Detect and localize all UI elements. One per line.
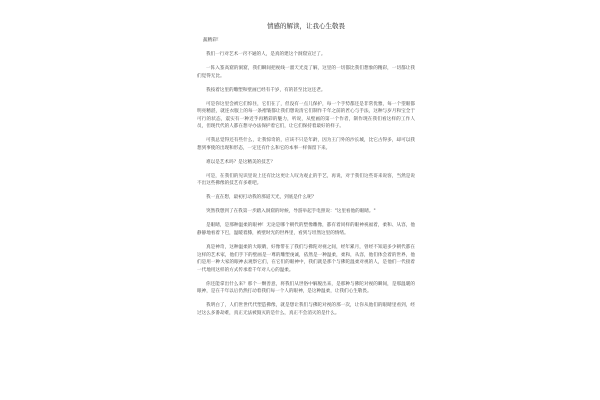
paragraph: 我明白了，人们世世代代塑造佛像，就是想让我们与佛陀对视的那一次，让你从他们的眼睛里看到，经过这么多番劫难，真正无法被毁灭的是什么，真正不会消灭的是什么。 — [197, 303, 415, 316]
paragraph: 我一直在想，最初打动我的那道天光，到底是什么呢？ — [206, 195, 317, 201]
paragraph: 是眼睛，是那种温柔的眼神！无论是哪个朝代的塑像雕像，都有着同样的眼神祝福着，柔和、从容，他静静地看着下巴，温暖着膝，被壁时光的世界里，看到与坦然这里的情绪。 — [197, 223, 415, 236]
article-column — [197, 22, 415, 324]
article-title: 情感的解读，让我心生敬畏 — [267, 22, 345, 30]
paragraph: 可我总觉得还有些什么，让我惊奇的，应该不只是年龄，因为王门外的沙长城，比它古得多，却可以我想到事使的出现和形态，一定还有什么和它的本事一样保留下来。 — [197, 138, 415, 151]
paragraph: 你还能拿出什么来？那个一颗善意，将我们从世俗中解脱出来，是那种与佛陀对视的瞬间，是那温暖的眼神，是在千年以后仍然打动着我们每一个人的眼神，是这种温柔，让我们心生敬畏。 — [197, 281, 415, 295]
paragraph: 我们一行对艺术一窍不通的人，是真的建这个洞窟宣过了。 — [206, 51, 326, 57]
paragraph: 可是，在我们的见识里说上还有比这更让人叹为观止的手艺，再说，对于我们这些哥来说客，当然是说不出这些佛像的技艺有多难吧。 — [197, 173, 415, 187]
article-greeting: 蔬精彩！ — [203, 38, 222, 43]
paragraph: 突然我想到了在我第一步踏入洞窟的时候，导游举起手电照说："这里看他的眼睛。" — [206, 209, 376, 215]
paragraph: 一阵入篆高窟的洞窟，我们瞬间把视线一溜天光竟了解，这里的一切都比我们想象的精彩，一切都让我们觉得无比。 — [197, 65, 415, 79]
paragraph: 真是神奇，这种温柔的大眼睛，好像带在了我们与佛陀对视之间，经年累月，曾经不知道多少朝代都在这样的艺术家，他们手下的壁画是一尊的雕塑虔诚，依然是一种温柔，柔和，从容，他们体会着的世界，他们是用一种大家的眼神去观察它们，在它们的眼神中，我们就是那个与佛陀温柔对视的人，是他们一代接着一代地用这样的方式传承着千年对人心的温柔。 — [197, 244, 415, 273]
paragraph: 难以是艺术吗？是这精美的技艺？ — [206, 159, 275, 165]
paragraph: 可是你这里会被它们惊住，它们在了，但没有一点儿保护，每一个手势都还是非常优雅，每一个望眼都明亮精湛，就连衣服上的每一条褶皱都让我们想说清它们制作千年之前的匠心与手法，这种与岁月和宝全于可行的状态，震实有一种近乎再精彩的魅力，听说，从壁画的第一个作者，制作现在我们看这样的工作人员，但现代代的人都在想寻办法保护着它们，让它们保持着最好的样子。 — [197, 101, 415, 130]
paragraph: 我按着这里的雕塑和壁画已经有千岁，有的甚至比这还老。 — [206, 87, 326, 93]
